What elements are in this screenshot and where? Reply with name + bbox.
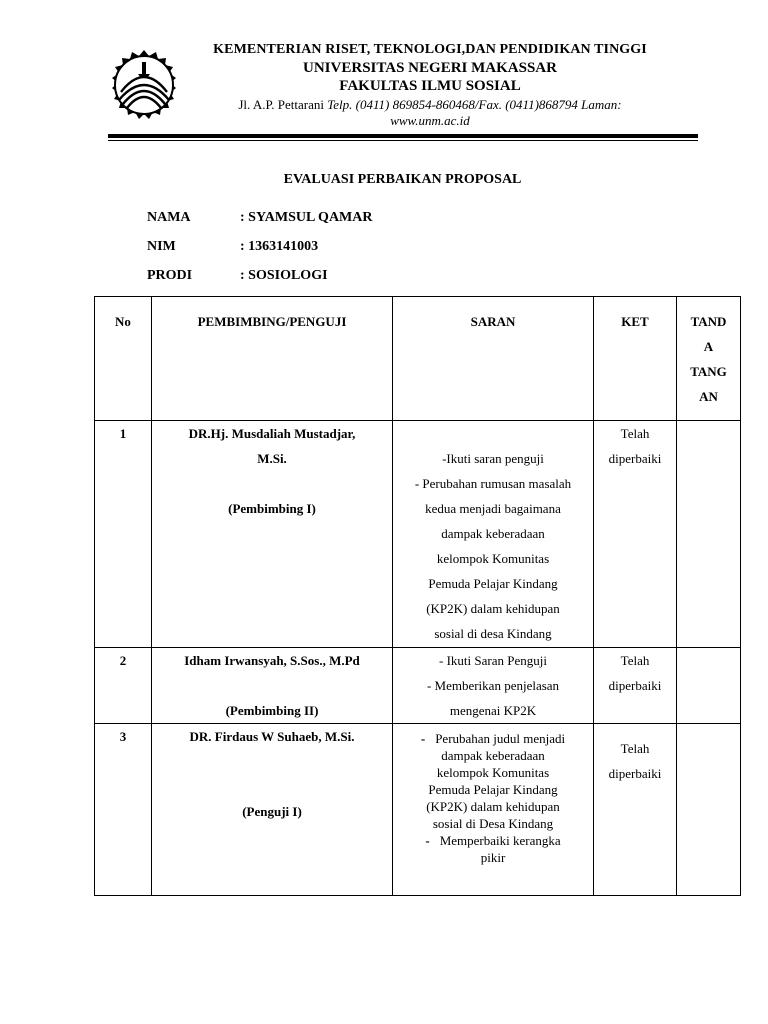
row-saran xyxy=(393,648,594,724)
field-label: NAMA xyxy=(147,210,191,225)
saran-line xyxy=(393,730,593,747)
row-no: 2 xyxy=(95,648,152,724)
evaluation-table xyxy=(94,296,741,896)
letterhead-website: www.unm.ac.id xyxy=(390,113,470,128)
header-tanda-tangan xyxy=(677,297,741,421)
field-nama xyxy=(147,210,373,226)
letterhead-rule-thick xyxy=(108,134,698,138)
row-ket xyxy=(594,724,677,896)
row-ket xyxy=(594,421,677,648)
address-street: Jl. A.P. Pettarani xyxy=(238,97,328,112)
row-ket xyxy=(594,648,677,724)
pembimbing-role: (Pembimbing I) xyxy=(228,501,316,516)
row-pembimbing xyxy=(152,648,393,724)
bullet-dash: - xyxy=(425,833,430,848)
saran-line: (KP2K) dalam kehidupan xyxy=(426,601,560,616)
letterhead-ministry: KEMENTERIAN RISET, TEKNOLOGI,DAN PENDIDIKAN TINGGI xyxy=(213,42,647,57)
saran-line: sosial di Desa Kindang xyxy=(432,816,554,831)
header-saran: SARAN xyxy=(393,297,594,421)
pembimbing-name-line: DR. Firdaus W Suhaeb, M.Si. xyxy=(189,729,355,744)
saran-line: kedua menjadi bagaimana xyxy=(425,501,561,516)
ket-line: Telah xyxy=(620,741,650,756)
bullet-dash: - xyxy=(420,731,426,746)
saran-line: Pemuda Pelajar Kindang xyxy=(428,782,558,797)
saran-line xyxy=(393,832,593,849)
field-value: : SOSIOLOGI xyxy=(240,268,328,283)
ket-line: diperbaiki xyxy=(608,451,662,466)
saran-line: (KP2K) dalam kehidupan xyxy=(426,799,560,814)
letterhead-address xyxy=(170,97,690,113)
row-tanda-tangan xyxy=(677,648,741,724)
header-ttd-line: A xyxy=(703,339,714,354)
saran-line: sosial di desa Kindang xyxy=(434,626,552,641)
saran-line: Pemuda Pelajar Kindang xyxy=(428,576,558,591)
row-tanda-tangan xyxy=(677,724,741,896)
saran-line: - Ikuti Saran Penguji xyxy=(439,653,547,668)
row-saran xyxy=(393,724,594,896)
saran-line: -Ikuti saran penguji xyxy=(442,451,544,466)
ket-line: diperbaiki xyxy=(608,766,662,781)
field-prodi xyxy=(147,268,328,284)
header-no: No xyxy=(95,297,152,421)
row-no: 3 xyxy=(95,724,152,896)
table-header-row xyxy=(95,297,741,421)
saran-line: mengenai KP2K xyxy=(449,703,537,718)
table-row xyxy=(95,724,741,896)
field-nim xyxy=(147,239,318,255)
row-saran xyxy=(393,421,594,648)
saran-line: kelompok Komunitas xyxy=(436,765,550,780)
header-ttd-line: TANG xyxy=(690,364,727,379)
row-no: 1 xyxy=(95,421,152,648)
ket-line: diperbaiki xyxy=(608,678,662,693)
row-pembimbing xyxy=(152,724,393,896)
letterhead-faculty: FAKULTAS ILMU SOSIAL xyxy=(339,78,521,94)
field-value: : SYAMSUL QAMAR xyxy=(240,210,373,225)
saran-line: pikir xyxy=(480,850,506,865)
saran-item-text: Perubahan judul menjadi xyxy=(435,731,566,746)
pembimbing-role: (Pembimbing II) xyxy=(225,703,319,718)
header-pembimbing: PEMBIMBING/PENGUJI xyxy=(152,297,393,421)
pembimbing-name-line: M.Si. xyxy=(257,451,287,466)
table-row xyxy=(95,648,741,724)
pembimbing-name-line: Idham Irwansyah, S.Sos., M.Pd xyxy=(184,653,360,668)
row-pembimbing xyxy=(152,421,393,648)
table-row xyxy=(95,421,741,648)
field-value: : 1363141003 xyxy=(240,239,319,254)
header-ket: KET xyxy=(594,297,677,421)
field-label: PRODI xyxy=(147,268,193,283)
letterhead-rule-thin xyxy=(108,140,698,141)
saran-line: dampak keberadaan xyxy=(441,526,545,541)
ket-line: Telah xyxy=(620,653,650,668)
saran-item-text: Memperbaiki kerangka xyxy=(439,833,561,848)
saran-line: - Memberikan penjelasan xyxy=(426,678,560,693)
letterhead-university: UNIVERSITAS NEGERI MAKASSAR xyxy=(303,60,557,76)
header-ttd-line: TAND xyxy=(690,314,727,329)
saran-line: dampak keberadaan xyxy=(441,748,545,763)
header-ttd-line: AN xyxy=(699,389,718,404)
field-label: NIM xyxy=(147,239,176,254)
pembimbing-role: (Penguji I) xyxy=(242,804,302,819)
address-contacts: Telp. (0411) 869854-860468/Fax. (0411)868794 Laman: xyxy=(327,97,622,112)
saran-line: kelompok Komunitas xyxy=(436,551,550,566)
pembimbing-name-line: DR.Hj. Musdaliah Mustadjar, xyxy=(188,426,356,441)
document-title: EVALUASI PERBAIKAN PROPOSAL xyxy=(283,172,522,187)
saran-line: - Perubahan rumusan masalah xyxy=(414,476,572,491)
row-tanda-tangan xyxy=(677,421,741,648)
ket-line: Telah xyxy=(620,426,650,441)
